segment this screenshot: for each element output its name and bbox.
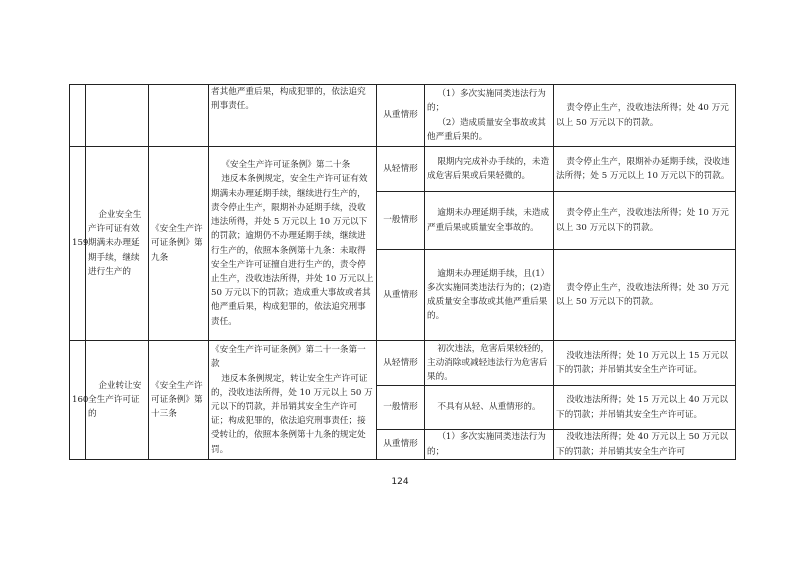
- violation-item: 企业转让安全生产许可证的: [86, 341, 149, 460]
- circumstance-cell: 从重情形: [377, 250, 425, 341]
- legal-provision-cell: [209, 341, 377, 460]
- provision-body: 违反本条例规定，转让安全生产许可证的，没收违法所得，处 10 万元以上 50 万元以下的罚款，并吊销其安全生产许可证；构成犯罪的，依法追究刑事责任；接受转让的，依照本条例第十九条的规定处罚。: [211, 373, 373, 455]
- circumstance-cell: 从重情形: [377, 85, 425, 147]
- legal-provision-cell: [209, 147, 377, 341]
- circumstance-cell: 从轻情形: [377, 341, 425, 386]
- penalty-cell: 没收违法所得；处 40 万元以上 50 万元以下的罚款；并吊销其安全生产许可: [554, 430, 736, 460]
- penalty-cell: 没收违法所得；处 10 万元以上 15 万元以下的罚款；并吊销其安全生产许可证。: [554, 341, 736, 386]
- circumstance-cell: 一般情形: [377, 386, 425, 430]
- legal-basis: 《安全生产许可证条例》第九条: [149, 147, 209, 341]
- legal-basis: 《安全生产许可证条例》第十三条: [149, 341, 209, 460]
- provision-body: 违反本条例规定，安全生产许可证有效期满未办理延期手续，继续进行生产的，责令停止生产，限期补办延期手续，没收违法所得，并处 5 万元以上 10 万元以下的罚款；逾期仍不办理延期手续，继续进行生产的，依照本条例第十九条：未取得安全生产许可证擅自进行生产的，责令停止生产，没收违法所得，并处 10 万元以上 50 万元以下的罚款；造成重大事故或者其他严重后果，构成犯罪的，依法追究刑事责任。: [211, 174, 374, 327]
- standard-cell: 限期内完成补办手续的，未造成危害后果或后果轻微的。: [425, 147, 554, 192]
- provision-title: 《安全生产许可证条例》第二十条: [221, 160, 351, 171]
- circumstance-cell: 一般情形: [377, 192, 425, 250]
- table-row: [70, 147, 736, 192]
- table-row: [70, 85, 736, 147]
- standard-cell: 逾期未办理延期手续，且(1）多次实施同类违法行为的；(2)造成质量安全事故或其他严重后果的。: [425, 250, 554, 341]
- provision-title: 《安全生产许可证条例》第二十一条第一款: [211, 345, 366, 370]
- page-number: 124: [391, 477, 409, 487]
- standard-cell: 逾期未办理延期手续，未造成严重后果或质量安全事故的。: [425, 192, 554, 250]
- standard-line: （2）造成质量安全事故或其他严重后果的。: [427, 117, 546, 142]
- standard-cell: [425, 85, 554, 147]
- circumstance-cell: 从重情形: [377, 430, 425, 460]
- penalty-cell: 没收违法所得；处 15 万元以上 40 万元以下的罚款；并吊销其安全生产许可证。: [554, 386, 736, 430]
- item-number: 159: [70, 147, 86, 341]
- standard-cell: 不具有从轻、从重情形的。: [425, 386, 554, 430]
- penalty-cell: 责令停止生产，限期补办延期手续，没收违法所得；处 5 万元以上 10 万元以下的罚款。: [554, 147, 736, 192]
- table-row: [70, 341, 736, 386]
- standard-line: （1）多次实施同类违法行为的；: [427, 89, 546, 114]
- violation-item: 企业安全生产许可证有效期满未办理延期手续，继续进行生产的: [86, 147, 149, 341]
- penalty-cell: 责令停止生产，没收违法所得；处 40 万元以上 50 万元以下的罚款。: [554, 85, 736, 147]
- penalty-cell: 责令停止生产，没收违法所得；处 10 万元以上 30 万元以下的罚款。: [554, 192, 736, 250]
- circumstance-cell: 从轻情形: [377, 147, 425, 192]
- penalty-cell: 责令停止生产，没收违法所得；处 30 万元以上 50 万元以下的罚款。: [554, 250, 736, 341]
- penalty-standards-table: [69, 84, 736, 460]
- standard-cell: 初次违法，危害后果较轻的，主动消除或减轻违法行为危害后果的。: [425, 341, 554, 386]
- legal-provision-cell: 者其他严重后果，构成犯罪的，依法追究刑事责任。: [209, 85, 377, 147]
- standard-cell: （1）多次实施同类违法行为的；: [425, 430, 554, 460]
- item-number: 160: [70, 341, 86, 460]
